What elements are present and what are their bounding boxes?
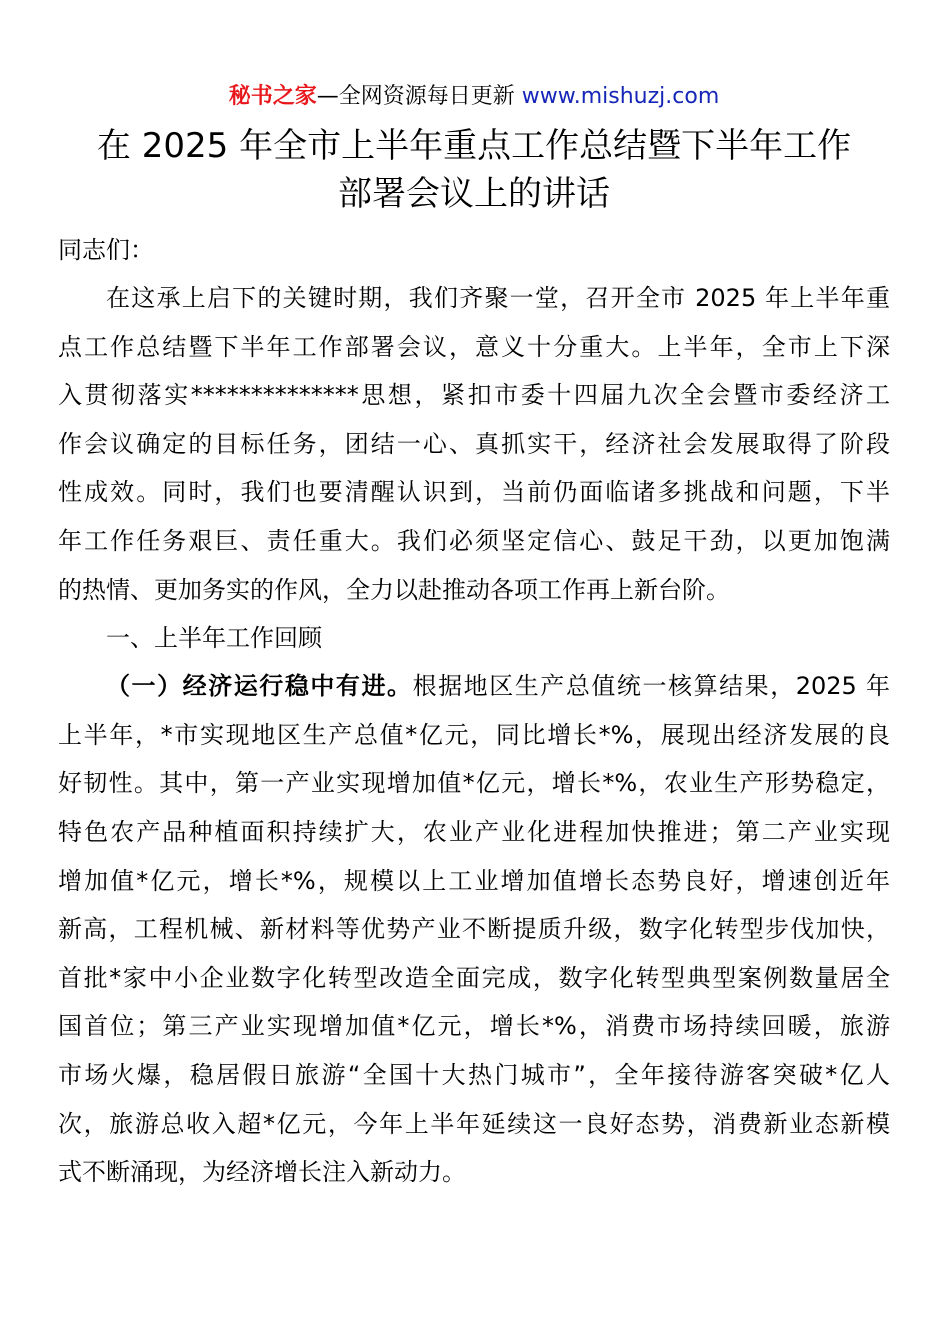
economy-paragraph bbox=[58, 662, 890, 1197]
paragraph-line: 性成效。同时，我们也要清醒认识到，当前仍面临诸多挑战和问题，下半 bbox=[58, 478, 890, 507]
header-tagline: —全网资源每日更新 bbox=[316, 84, 522, 109]
title-line-2: 部署会议上的讲话 bbox=[338, 174, 610, 214]
paragraph-line: 首批*家中小企业数字化转型改造全面完成，数字化转型典型案例数量居全 bbox=[58, 963, 890, 992]
paragraph-line: 新高，工程机械、新材料等优势产业不断提质升级，数字化转型步伐加快， bbox=[58, 915, 890, 944]
document-title bbox=[58, 122, 890, 218]
paragraph-line: 年工作任务艰巨、责任重大。我们必须坚定信心、鼓足干劲，以更加饱满 bbox=[58, 526, 890, 555]
brand-name: 秘书之家 bbox=[228, 84, 317, 109]
paragraph-line: 点工作总结暨下半年工作部署会议，意义十分重大。上半年，全市上下深 bbox=[58, 332, 890, 361]
paragraph-line: 上半年，*市实现地区生产总值*亿元，同比增长*%，展现出经济发展的良 bbox=[58, 720, 890, 749]
paragraph-line: 次，旅游总收入超*亿元，今年上半年延续这一良好态势，消费新业态新模 bbox=[58, 1109, 890, 1138]
paragraph-line: 在这承上启下的关键时期，我们齐聚一堂，召开全市 2025 年上半年重 bbox=[106, 284, 890, 312]
paragraph-line: 增加值*亿元，增长*%，规模以上工业增加值增长态势良好，增速创近年 bbox=[58, 866, 890, 895]
paragraph-line: 市场火爆，稳居假日旅游“全国十大热门城市”，全年接待游客突破*亿人 bbox=[58, 1060, 890, 1089]
intro-paragraph bbox=[58, 274, 890, 614]
paragraph-line: 作会议确定的目标任务，团结一心、真抓实干，经济社会发展取得了阶段 bbox=[58, 429, 890, 458]
paragraph-line: 国首位；第三产业实现增加值*亿元，增长*%，消费市场持续回暖，旅游 bbox=[58, 1012, 890, 1041]
site-url-link[interactable]: www.mishuzj.com bbox=[521, 84, 720, 109]
title-line-1: 在 2025 年全市上半年重点工作总结暨下半年工作 bbox=[96, 126, 852, 166]
site-header bbox=[58, 82, 890, 112]
paragraph-line: 式不断涌现，为经济增长注入新动力。 bbox=[58, 1158, 466, 1187]
section-heading: 一、上半年工作回顾 bbox=[106, 624, 322, 653]
paragraph-line: 特色农产品种植面积持续扩大，农业产业化进程加快推进；第二产业实现 bbox=[58, 817, 890, 846]
paragraph-text: 根据地区生产总值统一核算结果，2025 年 bbox=[412, 672, 891, 701]
paragraph-line: 的热情、更加务实的作风，全力以赴推动各项工作再上新台阶。 bbox=[58, 575, 730, 604]
paragraph-line: 好韧性。其中，第一产业实现增加值*亿元，增长*%，农业生产形势稳定， bbox=[58, 769, 890, 798]
paragraph-line: 入贯彻落实**************思想，紧扣市委十四届九次全会暨市委经济工 bbox=[58, 381, 890, 410]
subsection-heading: （一）经济运行稳中有进。 bbox=[106, 672, 413, 701]
paragraph-line bbox=[58, 662, 890, 711]
salutation: 同志们： bbox=[58, 236, 154, 264]
